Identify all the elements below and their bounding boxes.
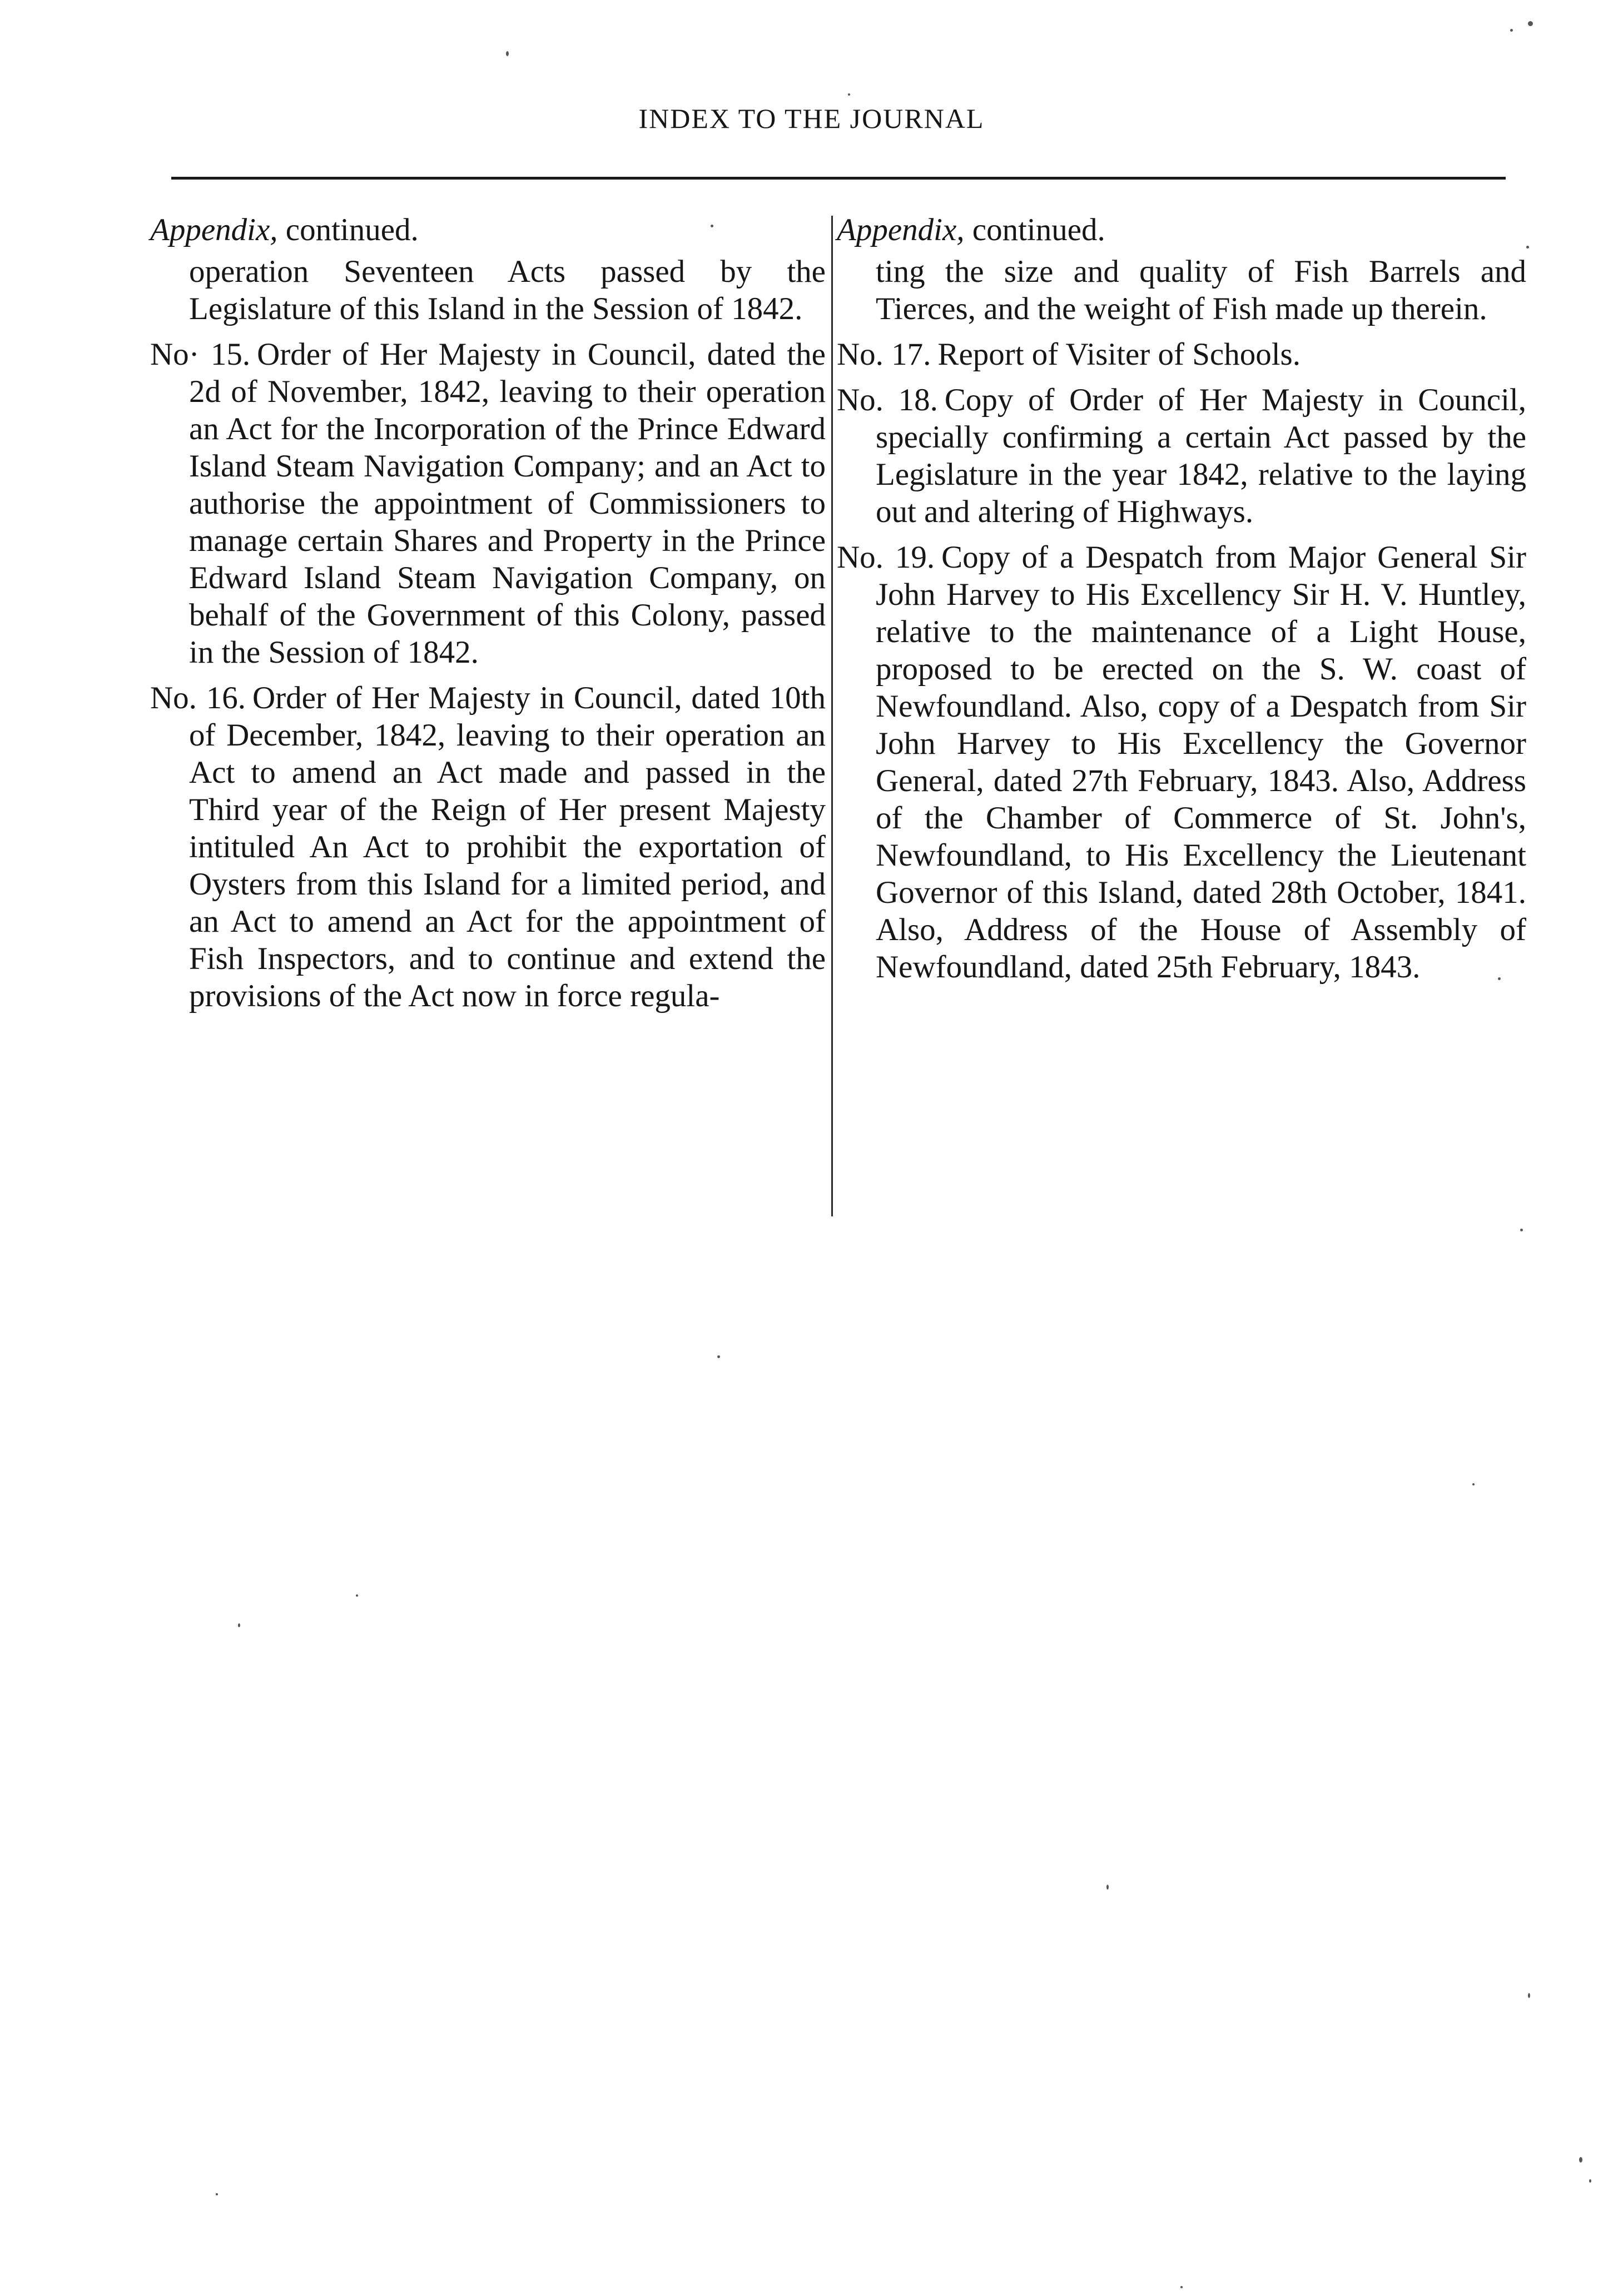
entry-number: No. 17.	[837, 337, 931, 372]
index-entry-17	[837, 336, 1526, 373]
right-column-heading	[837, 211, 1526, 249]
entry-number: No. 16.	[150, 680, 246, 715]
left-heading-suffix: continued.	[277, 212, 419, 247]
scan-speck	[1589, 2179, 1591, 2183]
header-rule	[171, 177, 1506, 180]
entry-text: Report of Visiter of Schools.	[937, 337, 1301, 372]
scan-speck	[711, 225, 713, 227]
scan-speck	[506, 51, 509, 56]
scan-speck	[1180, 2286, 1183, 2288]
right-heading-word: Appendix,	[837, 212, 965, 247]
entry-text: Copy of Order of Her Majesty in Council, specially confirming a certain Act passed by the Legislature in the year 1842, relative to the laying out and altering of Highways.	[876, 382, 1526, 529]
index-entry-16	[150, 679, 826, 1015]
index-entry-19	[837, 539, 1526, 986]
right-continuation-text: ting the size and quality of Fish Barrels and Tierces, and the weight of Fish made up therein.	[876, 254, 1526, 326]
entry-number: No. 18.	[837, 382, 938, 418]
left-column	[150, 211, 826, 1023]
entry-text: Order of Her Majesty in Council, dated the 2d of November, 1842, leaving to their operation an Act for the Incorporation of the Prince Edward Island Steam Navigation Company; and an Act to authorise the appointment of Commissioners to manage certain Shares and Property in the Prince Edward Island Steam Navigation Company, on behalf of the Government of this Colony, passed in the Session of 1842.	[189, 337, 826, 670]
left-continuation-text: operation Seventeen Acts passed by the Legislature of this Island in the Session of 1842.	[189, 254, 826, 326]
entry-number: No. 19.	[837, 540, 935, 575]
scan-speck	[1528, 21, 1533, 26]
entry-text: Order of Her Majesty in Council, dated 10th of December, 1842, leaving to their operation an Act to amend an Act made and passed in the Third year of the Reign of Her present Majesty intituled An Act to prohibit the exportation of Oysters from this Island for a limited period, and an Act to amend an Act for the appointment of Fish Inspectors, and to continue and extend the provisions of the Act now in force regula-	[189, 680, 826, 1013]
scan-speck	[1579, 2157, 1582, 2163]
scan-speck	[1528, 1993, 1530, 1998]
scan-speck	[1106, 1885, 1109, 1890]
entry-number: No· 15.	[150, 337, 251, 372]
left-heading-word: Appendix,	[150, 212, 278, 247]
scan-speck	[1498, 977, 1501, 980]
scan-speck	[356, 1594, 358, 1597]
right-column	[837, 211, 1526, 994]
index-entry-18	[837, 381, 1526, 530]
scan-speck	[1472, 1483, 1475, 1485]
column-divider	[831, 216, 833, 1216]
index-entry-15	[150, 336, 826, 671]
running-title: INDEX TO THE JOURNAL	[638, 103, 985, 134]
right-heading-suffix: continued.	[964, 212, 1105, 247]
scan-speck	[848, 93, 850, 96]
scan-speck	[238, 1623, 240, 1627]
scan-speck	[1526, 246, 1529, 249]
scan-speck	[1520, 1229, 1523, 1231]
scan-speck	[1510, 29, 1513, 32]
entry-text: Copy of a Despatch from Major General Sir John Harvey to His Excellency Sir H. V. Huntley, relative to the maintenance of a Light House, proposed to be erected on the S. W. coast of Newfoundland. Also, copy of a Despatch from Sir John Harvey to His Excellency the Governor General, dated 27th February, 1843. Also, Address of the Chamber of Commerce of St. John's, Newfoundland, to His Excellency the Lieutenant Governor of this Island, dated 28th October, 1841. Also, Address of the House of Assembly of Newfoundland, dated 25th February, 1843.	[876, 540, 1526, 985]
left-column-heading	[150, 211, 826, 249]
scan-speck	[216, 2193, 218, 2195]
scan-speck	[717, 1355, 720, 1358]
